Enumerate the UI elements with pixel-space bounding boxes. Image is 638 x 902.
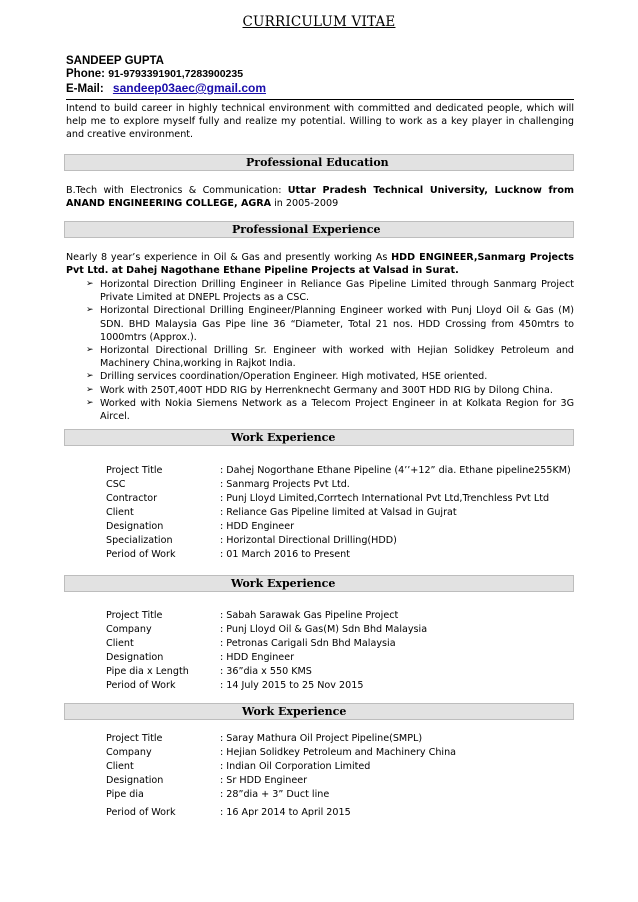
section-band-work-1 bbox=[64, 429, 574, 446]
section-band-experience bbox=[64, 221, 574, 238]
email-line bbox=[66, 81, 266, 96]
table-row: CSC : Sanmarg Projects Pvt Ltd. bbox=[106, 479, 350, 490]
experience-intro: Nearly 8 year’s experience in Oil & Gas and presently working As bbox=[66, 252, 392, 263]
table-row: Contractor : Punj Lloyd Limited,Corrtech International Pvt Ltd,Trenchless Pvt Ltd bbox=[106, 493, 550, 504]
table-row: Period of Work : 16 Apr 2014 to April 2015 bbox=[106, 807, 351, 818]
table-row: Client : Petronas Carigali Sdn Bhd Malaysia bbox=[106, 638, 396, 649]
table-row: Project Title : Saray Mathura Oil Project Pipeline(SMPL) bbox=[106, 733, 423, 744]
table-row: Company : Hejian Solidkey Petroleum and Machinery China bbox=[106, 747, 457, 758]
table-row: Project Title : Dahej Nogorthane Ethane Pipeline (4’’+12” dia. Ethane pipeline255KM) bbox=[106, 465, 571, 476]
section-band-work-3 bbox=[64, 703, 574, 720]
phone-label: Phone: bbox=[66, 68, 105, 80]
arrow-bullet-icon: ➢ bbox=[86, 384, 94, 395]
education-line bbox=[66, 184, 574, 210]
section-band-education bbox=[64, 154, 574, 171]
table-row: Company : Punj Lloyd Oil & Gas(M) Sdn Bhd Malaysia bbox=[106, 624, 428, 635]
list-item: ➢ Work with 250T,400T HDD RIG by Herrenknecht Germany and 300T HDD RIG by Dilong China. bbox=[86, 384, 553, 396]
table-row: Designation : HDD Engineer bbox=[106, 521, 295, 532]
email-link[interactable]: sandeep03aec@gmail.com bbox=[112, 81, 267, 95]
arrow-bullet-icon: ➢ bbox=[86, 279, 94, 289]
list-item: ➢ Horizontal Direction Drilling Engineer in Reliance Gas Pipeline Limited through Sanmarg Project Private Limited at DNEPL Projects as a CSC. bbox=[86, 279, 574, 304]
experience-bullet-list bbox=[86, 278, 574, 423]
phone-number: 91-9793391901,7283900235 bbox=[108, 68, 244, 80]
document-title: CURRICULUM VITAE bbox=[242, 14, 396, 30]
table-row: Designation : Sr HDD Engineer bbox=[106, 775, 308, 786]
table-row: Client : Reliance Gas Pipeline limited at Valsad in Gujrat bbox=[106, 507, 457, 518]
experience-summary bbox=[66, 251, 574, 277]
current-position: HDD ENGINEER,Sanmarg Projects Pvt Ltd. at Dahej Nagothane Ethane Pipeline Projects at Valsad in Surat. bbox=[66, 252, 574, 277]
arrow-bullet-icon: ➢ bbox=[86, 371, 94, 382]
table-row: Pipe dia x Length : 36”dia x 550 KMS bbox=[106, 666, 312, 677]
section-band-work-2 bbox=[64, 575, 574, 592]
education-institution: Uttar Pradesh Technical University, Lucknow from ANAND ENGINEERING COLLEGE, AGRA bbox=[66, 185, 574, 210]
education-years: in 2005-2009 bbox=[271, 198, 339, 210]
section-heading-education: Professional Education bbox=[246, 156, 389, 169]
candidate-name: SANDEEP GUPTA bbox=[66, 55, 164, 67]
section-heading-work-3: Work Experience bbox=[242, 705, 347, 718]
list-item: ➢ Horizontal Directional Drilling Engineer/Planning Engineer worked with Punj Lloyd Oil & Gas (M) SDN. BHD Malaysia Gas Pipe line 36 “Diameter, Total 21 nos. HDD Crossing from 450mtrs to 1000mtrs (Approx.). bbox=[86, 305, 574, 343]
table-row: Pipe dia : 28”dia + 3” Duct line bbox=[106, 789, 330, 800]
email-label: E-Mail: bbox=[66, 83, 104, 95]
arrow-bullet-icon: ➢ bbox=[86, 305, 94, 316]
table-row: Project Title : Sabah Sarawak Gas Pipeline Project bbox=[106, 610, 399, 621]
section-heading-experience: Professional Experience bbox=[232, 223, 381, 236]
work-details-3 bbox=[106, 732, 576, 820]
header-divider bbox=[66, 99, 574, 100]
arrow-bullet-icon: ➢ bbox=[86, 345, 94, 356]
table-row: Designation : HDD Engineer bbox=[106, 652, 295, 663]
table-row: Period of Work : 01 March 2016 to Present bbox=[106, 549, 350, 560]
phone-line bbox=[66, 67, 243, 81]
table-row: Client : Indian Oil Corporation Limited bbox=[106, 761, 371, 772]
list-item: ➢ Worked with Nokia Siemens Network as a Telecom Project Engineer in at Kolkata Region for 3G Aircel. bbox=[86, 397, 574, 423]
table-row: Period of Work : 14 July 2015 to 25 Nov 2015 bbox=[106, 680, 364, 691]
list-item: ➢ Drilling services coordination/Operation Engineer. High motivated, HSE oriented. bbox=[86, 371, 488, 383]
work-details-1 bbox=[106, 464, 576, 562]
list-item: ➢ Horizontal Directional Drilling Sr. Engineer with worked with Hejian Solidkey Petroleum and Machinery China,working in Rajkot India. bbox=[86, 345, 574, 370]
career-objective: Intend to build career in highly technical environment with committed and dedicated people, which will help me to explore myself fully and realize my potential. Willing to work as a key player in challenging and creative environment. bbox=[66, 103, 574, 141]
education-degree: B.Tech with Electronics & Communication: bbox=[66, 185, 288, 196]
arrow-bullet-icon: ➢ bbox=[86, 397, 94, 408]
section-heading-work-2: Work Experience bbox=[231, 577, 336, 590]
table-row: Specialization : Horizontal Directional Drilling(HDD) bbox=[106, 535, 397, 546]
work-details-2 bbox=[106, 609, 576, 693]
section-heading-work-1: Work Experience bbox=[231, 431, 336, 444]
